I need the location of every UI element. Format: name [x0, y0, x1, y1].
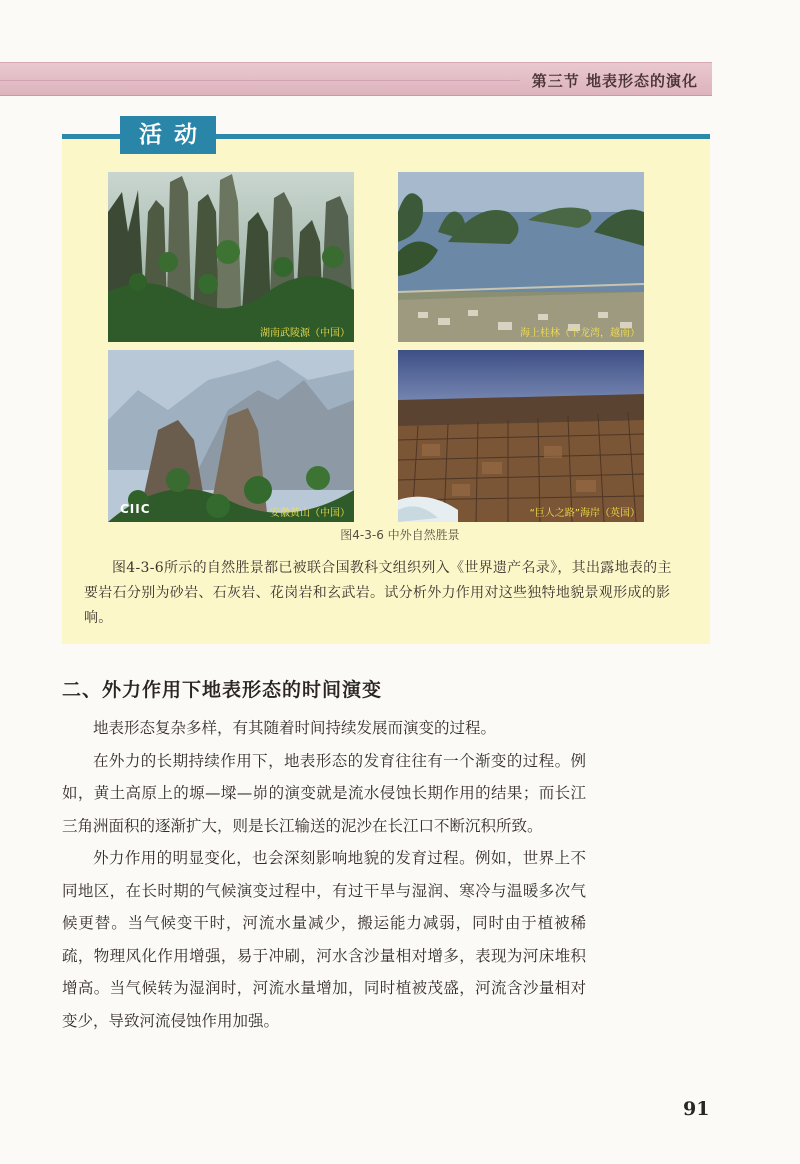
wulingyuan-image: [108, 172, 354, 342]
section-header-title: 第三节 地表形态的演化: [531, 72, 698, 90]
paragraph: 外力作用的明显变化，也会深刻影响地貌的发育过程。例如，世界上不同地区，在长时期的气候演变过程中，有过干旱与湿润、寒冷与温暖多次气候更替。当气候变干时，河流水量减少，搬运能力减弱，同时由于植被稀疏，物理风化作用增强，易于冲刷，河水含沙量相对增多，表现为河床堆积增高。当气候转为湿润时，河流水量增加，同时植被茂盛，河流含沙量相对变少，导致河流侵蚀作用加强。: [62, 849, 586, 1030]
giants-causeway-image: [398, 350, 644, 522]
huangshan-image: [108, 350, 354, 522]
photo-wulingyuan: [108, 172, 354, 342]
photo-giants-causeway: [398, 350, 644, 522]
photo-caption: 海上桂林（下龙湾，越南）: [520, 328, 640, 339]
photo-caption: “巨人之路”海岸（英国）: [529, 508, 640, 519]
halong-bay-image: [398, 172, 644, 342]
section-heading: 二、外力作用下地表形态的时间演变: [62, 679, 383, 701]
figure-caption: 图4-3-6 中外自然胜景: [340, 528, 460, 542]
photo-caption: 湖南武陵源（中国）: [260, 328, 350, 339]
cctv-watermark: CIIC: [120, 502, 151, 516]
paragraph: 在外力的长期持续作用下，地表形态的发育往往有一个渐变的过程。例如，黄土高原上的塬—墚—峁的演变就是流水侵蚀长期作用的结果；而长江三角洲面积的逐渐扩大，则是长江输送的泥沙在长江口不断沉积所致。: [62, 751, 586, 835]
activity-text: 图4-3-6所示的自然胜景都已被联合国教科文组织列入《世界遗产名录》，其出露地表的主要岩石分别为砂岩、石灰岩、花岗岩和玄武岩。试分析外力作用对这些独特地貌景观形成的影响。: [84, 560, 672, 626]
page-number: 91: [683, 1098, 710, 1120]
paragraph: 地表形态复杂多样，有其随着时间持续发展而演变的过程。: [93, 719, 497, 737]
photo-huangshan: [108, 350, 354, 522]
activity-tab: 活动: [120, 116, 216, 154]
body-text: [62, 712, 586, 1037]
photo-halong-bay: [398, 172, 644, 342]
header-rule: [0, 80, 520, 81]
photo-caption: 安徽黄山（中国）: [270, 508, 350, 519]
